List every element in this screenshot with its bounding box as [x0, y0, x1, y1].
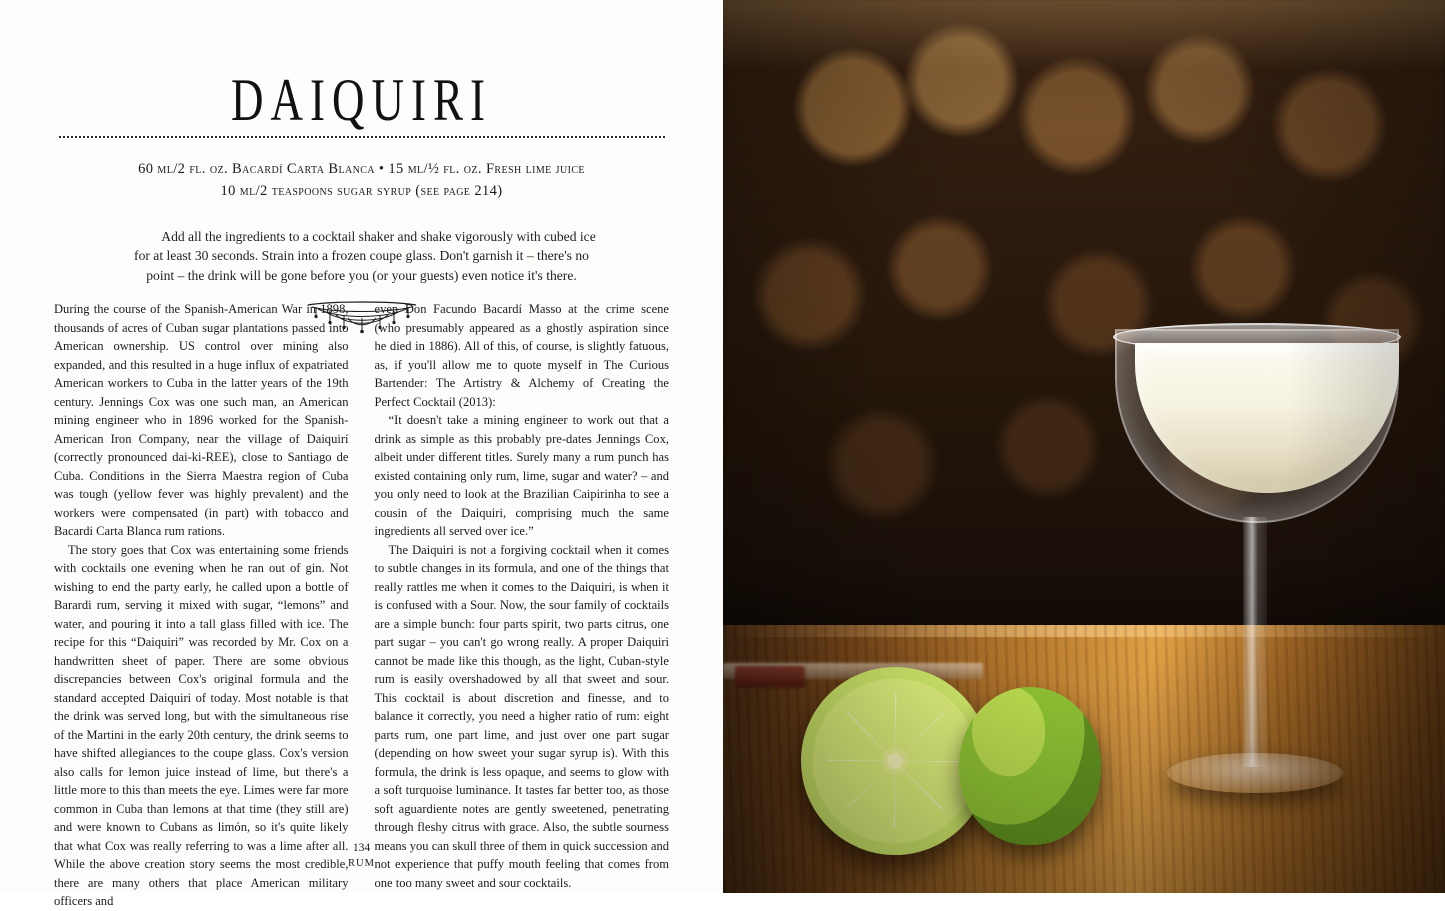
page-title: DAIQUIRI: [231, 66, 492, 134]
coupe-glass: [1105, 329, 1405, 849]
page-footer: [0, 841, 723, 871]
glass-bowl: [1115, 329, 1399, 523]
knife-handle: [735, 666, 805, 688]
ingredients-line-2: 10 ml/2 teaspoons sugar syrup (see page 214): [220, 183, 503, 200]
glass-stem: [1243, 517, 1267, 767]
paragraph: “It doesn't take a mining engineer to work out that a drink as simple as this probably pre-dates Jennings Cox, albeit under different titles. Surely many a rum punch has existed containing only rum, lime, sugar and water? – and you only need to look at the Brazilian Caipirinha to see a cousin of the Daiquiri, comprising much the same ingredients all served over ice.”: [374, 413, 669, 538]
cocktail-photograph: [723, 0, 1445, 893]
paragraph: even Don Facundo Bacardí Masso at the crime scene (who presumably appeared as a ghostly aspiration since he died in 1886). All of this, of course, is slightly fatuous, as, if you'll allow me to quote myself in The Curious Bartender: The Artistry & Alchemy of Creating the Perfect Cocktail (2013):: [374, 302, 669, 409]
paragraph: During the course of the Spanish-American War in 1898, thousands of acres of Cuban sugar plantations passed into American ownership. US control over mining also expanded, and this resulted in a huge influx of expatriated American workers to Cuba in the latter years of the 19th century. Jennings Cox was one such man, an American mining engineer who in 1896 worked for the Spanish-American Iron Company, near the village of Daiquirí (correctly pronounced dai-ki-REE), close to Santiago de Cuba. Conditions in the Sierra Maestra region of Cuba was tough (yellow fever was highly prevalent) and the workers were compensated (in part) with tobacco and Bacardi Carta Blanca rum rations.: [54, 302, 349, 538]
daiquiri-liquid: [1135, 343, 1399, 493]
glass-foot: [1167, 753, 1343, 793]
paragraph: The story goes that Cox was entertaining some friends with cocktails one evening when he ran out of gin. Not wishing to end the party early, he called upon a bottle of Barardi rum, serving it mixed with sugar, “lemons” and water, and pouring it into a tall glass filled with ice. The recipe for this “Daiquiri” was recorded by Mr. Cox on a handwritten sheet of paper. There are some obvious discrepancies between Cox's original formula and the standard accepted Daiquiri of today. Most notable is that the drink was served long, but with the simultaneous rise of the Martini in the early 20th century, the drink seems to have shifted allegiances to the coupe glass. Cox's version also calls for lemon juice instead of lime, but there's a little more to this than meets the eye. Limes were far more common in Cuba than lemons at that time (they still are) and were known to Cubans as limón, so it's quite likely that what Cox was really referring to was a lime after all. While the above creation story seems the most credible, there are many others that place American military officers and: [54, 542, 349, 908]
page-number: 134: [352, 842, 371, 855]
body-column-left: [54, 300, 349, 911]
body-column-right: [375, 300, 670, 911]
ingredients-line-1: 60 ml/2 fl. oz. Bacardí Carta Blanca • 15 ml/½ fl. oz. Fresh lime juice: [138, 161, 585, 177]
lime-wedge: [959, 687, 1101, 845]
paragraph: The Daiquiri is not a forgiving cocktail when it comes to subtle changes in its formula, and one of the things that really rattles me when it comes to the Daiquiri, is when it is confused with a Sour. Now, the sour family of cocktails are a simple bunch: four parts spirit, two parts citrus, one part sugar – you can't go wrong really. A proper Daiquiri cannot be made like this though, as the light, Cuban-style rum is easily overshadowed by all that sweet and sour. This cocktail is about discretion and finesse, and to balance it correctly, you need a higher ratio of rum: eight parts rum, one part lime, and just over one part sugar (depending on how sweet your sugar syrup is). With this formula, the drink is less opaque, and seems to glow with a soft turquoise luminance. It tastes far better too, as those soft aguardiente notes are gently sweetened, penetrating through fleshy citrus with grace. Also, the subtle sourness means you can skull three of them in quick succession and not experience that puffy mouth feeling that comes from one too many sweet and sour cocktails.: [374, 542, 669, 890]
section-label: RUM: [348, 857, 375, 869]
body-columns: [54, 300, 669, 911]
method-paragraph: Add all the ingredients to a cocktail shaker and shake vigorously with cubed ice for at least 30 seconds. Strain into a frozen coupe glass. Don't garnish it – there's no point – the drink will be gone before you (or your guests) even notice it's there.: [134, 228, 596, 283]
dotted-divider: [59, 136, 665, 138]
glass-rim: [1113, 323, 1401, 351]
bar-light-glow: [723, 0, 1445, 70]
ingredients-block: [82, 158, 642, 203]
recipe-text-page: [0, 0, 723, 908]
